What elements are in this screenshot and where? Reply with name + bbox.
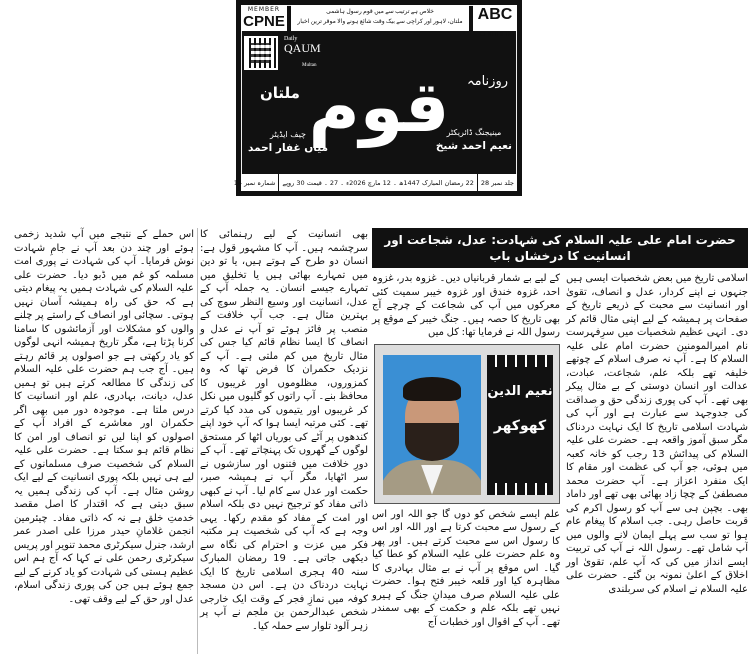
column-1-text: اسلامی تاریخ میں بعض شخصیات ایسی ہیں جنہوں نے اپنے کردار، عدل و انصاف، تقویٰ اور انسانیت سے محبت کے ذریعے تاریخ کے صفحات پر ہمیشہ کے لیے اپنی مثال قائم کر دی۔ انہی عظیم شخصیات میں سرِفہرست نام امیرالمومنین حضرت امام علی علیہ السلام کا ہے۔ آپ نہ صرف اسلام کے چوتھے خلیفہ تھے بلکہ علم، شجاعت، عبادت، عدالت اور انسان دوستی کے بے مثال پیکر بھی تھے۔ آپ کی پوری زندگی حق و صداقت کی جدوجہد سے عبارت ہے اور آپ کی شہادت اسلامی تاریخ کا ایک نہایت دردناک مگر سبق آموز واقعہ ہے۔ حضرت علی علیہ السلام کی پیدائش 13 رجب کو خانہ کعبہ میں ہوئی، جو آپ کی عظمت اور مقام کا ایک منفرد اعزاز ہے۔ آپ حضرت محمد مصطفیٰ کے چچا زاد بھائی بھی تھے اور داماد بھی۔ بچپن ہی سے آپ کو رسول اکرم کی قربت حاصل رہی۔ جب اسلام کا پیغام عام ہوا تو سب سے پہلے ایمان لانے والوں میں آپ شامل تھے۔ رسول اللہ نے آپ کی تربیت ایسے انداز میں کی کہ آپ علم، تقویٰ اور اخلاق کے اعلیٰ نمونہ بن گئے۔ حضرت علی علیہ السلام نے اسلام کی سربلندی: [566, 273, 748, 595]
tagline-line-1: خلاص ہے ترتیب سے میں قوم رسول ہاشمی: [326, 8, 434, 15]
chief-editor-role: چیف ایڈیٹر: [270, 130, 306, 139]
roznama-label: روزنامہ: [467, 74, 508, 89]
column-divider: [197, 228, 198, 654]
qaum-label: QAUM: [284, 41, 321, 55]
author-name-panel: [487, 355, 553, 495]
issue-number: شمارہ نمبر 14: [233, 178, 276, 187]
decorative-bars: [487, 483, 553, 495]
member-label: MEMBER: [247, 6, 281, 13]
cpne-badge: [241, 5, 287, 31]
column-3-text: بھی انسانیت کے لیے رہنمائی کا سرچشمہ ہیں۔ آپ کا مشہور قول ہے: انسان دو طرح کے ہوتے ہیں، یا تو دین میں تمہارے بھائی ہیں یا تخلیق میں تمہارے جیسے انسان۔ یہ جملہ آپ کے عدل، انسانیت اور وسیع النظر سوچ کی بہترین مثال ہے۔ جب آپ خلافت کے منصب پر فائز ہوئے تو آپ نے عدل و انصاف کا ایسا نظام قائم کیا جس کی مثال تاریخ میں کم ملتی ہے۔ آپ کے نزدیک حکمران کا فرض تھا کہ وہ کمزوروں، مظلوموں اور غریبوں کا محافظ بنے۔ آپ راتوں کو گلیوں میں نکل کر غریبوں اور یتیموں کی مدد کیا کرتے تھے۔ کئی مرتبہ ایسا ہوا کہ آپ خود اپنے کندھوں پر آٹے کی بوریاں اٹھا کر مستحق لوگوں کے گھروں تک پہنچاتے تھے۔ آپ کے دورِ خلافت میں فتنوں اور سازشوں نے سر اٹھایا، مگر آپ نے ہمیشہ صبر، حکمت اور عدل سے کام لیا۔ آپ نے کبھی ذاتی مفاد کو ترجیح نہیں دی بلکہ اسلام اور امت کے مفاد کو مقدم رکھا۔ یہی وجہ ہے کہ آپ کی شخصیت ہر مکتبہ فکر میں عزت و احترام کی نگاہ سے دیکھی جاتی ہے۔ 19 رمضان المبارک سنہ 40 ہجری اسلامی تاریخ کا ایک نہایت دردناک دن ہے۔ اس دن مسجد کوفہ میں نمازِ فجر کے وقت ایک خارجی شخص عبدالرحمن بن ملجم نے آپ پر زہر آلود تلوار سے حملہ کیا۔: [200, 229, 368, 632]
multan-en-label: Multan: [302, 63, 317, 68]
cpne-label: CPNE: [243, 13, 285, 30]
column-2-top-text: کے لیے بے شمار قربانیاں دیں۔ غزوہ بدر، غزوہ احد، غزوہ خندق اور غزوہ خیبر سمیت کئی معرکوں میں آپ کی شجاعت کے چرچے آج بھی تاریخ کا حصہ ہیں۔ جنگ خیبر کے موقع پر رسول اللہ نے فرمایا تھا: کل میں: [372, 273, 560, 338]
daily-label: Daily: [284, 36, 298, 42]
md-role: مینیجنگ ڈائریکٹر: [446, 128, 502, 137]
newspaper-logo: قوم: [308, 66, 450, 148]
abc-label: ABC: [477, 6, 513, 23]
city-label: ملتان: [260, 84, 300, 102]
author-box: [374, 344, 560, 504]
article-column-1: [566, 272, 748, 629]
decorative-bars: [487, 355, 553, 367]
tagline-line-2: ملتان، لاہور اور کراچی سے بیک وقت شائع ہونے والا موقر ترین اخبار: [297, 18, 463, 25]
abc-badge: [473, 5, 517, 38]
chief-editor-name: میاں غفار احمد: [248, 141, 328, 154]
managing-director: [436, 128, 512, 153]
article-column-2: [372, 272, 560, 629]
masthead: [233, 0, 522, 196]
chief-editor: [248, 130, 328, 155]
volume-number: جلد نمبر 28: [477, 174, 517, 191]
article-lead-area: [372, 228, 748, 629]
date-line: 22 رمضان المبارک 1447ھ ۔ 12 مارچ 2026ء ۔ 27 ۔ قیمت 30 روپے: [278, 174, 476, 191]
article-column-4: [14, 228, 194, 606]
author-last-name: کھوکھر: [493, 418, 547, 434]
article-column-3: [200, 228, 368, 633]
column-2-bottom-text: علم ایسے شخص کو دوں گا جو اللہ اور اس کے رسول سے محبت کرتا ہے اور اللہ اور اس کا رسول اس سے محبت کرتے ہیں۔ اور پھر وہ علم حضرت علی علیہ السلام کو عطا کیا گیا۔ اس موقع پر آپ نے بے مثال بہادری کا مظاہرہ کیا اور قلعہ خیبر فتح ہوا۔ حضرت علی علیہ السلام صرف میدانِ جنگ کے ہیرو نہیں تھے بلکہ علم و حکمت کے بھی سمندر تھے۔ آپ کے اقوال اور خطبات آج: [372, 508, 560, 628]
lead-columns: [372, 272, 748, 629]
author-photo: [383, 355, 481, 495]
column-4-text: اس حملے کے نتیجے میں آپ شدید زخمی ہوئے اور چند دن بعد آپ نے جامِ شہادت نوش فرمایا۔ آپ کی شہادت نے پوری امت مسلمہ کو غم میں ڈبو دیا۔ حضرت علی علیہ السلام کی شہادت ہمیں یہ پیغام دیتی ہے کہ حق کی راہ ہمیشہ آسان نہیں ہوتی۔ سچائی اور انصاف کے راستے پر چلنے والوں کو مشکلات اور آزمائشوں کا سامنا کرنا پڑتا ہے، مگر تاریخ ہمیشہ انہی لوگوں کو یاد رکھتی ہے جو اصولوں پر قائم رہتے ہیں۔ آج جب ہم حضرت علی علیہ السلام کی زندگی کا مطالعہ کرتے ہیں تو ہمیں عدل، دیانت، بہادری، علم اور انسانیت کا درس ملتا ہے۔ موجودہ دور میں بھی اگر حکمران اور معاشرے کے افراد آپ کے اصولوں کو اپنا لیں تو انصاف اور امن کا نظام قائم ہو سکتا ہے۔ حضرت علی علیہ السلام کی شخصیت صرف مسلمانوں کے لیے ہی نہیں بلکہ پوری انسانیت کے لیے ایک روشن مثال ہے۔ آپ کی زندگی ہمیں یہ سبق دیتی ہے کہ اقتدار کا اصل مقصد خدمتِ خلق ہے نہ کہ ذاتی مفاد۔ چیئرمین انجمن غلامانِ حیدر مرزا علی اصدر عمر ارشد، جنرل سیکرٹری محمد تنویر اور پریس سیکرٹری رحمن علی نے کہا کہ آج ہم اس عظیم ہستی کی شہادت کو یاد کرنے کے لیے جمع ہوئے ہیں جن کی پوری زندگی اسلام، عدل اور حق کے لیے وقف تھی۔: [14, 229, 194, 605]
author-first-name: نعیم الدین: [487, 383, 553, 399]
md-name: نعیم احمد شیخ: [435, 139, 512, 152]
issue-info-bar: [233, 174, 517, 191]
article-headline: حضرت امام علی علیہ السلام کی شہادت: عدل، شجاعت اور انسانیت کا درخشاں باب: [372, 228, 748, 268]
qr-code-icon: [246, 38, 276, 68]
tagline: [291, 5, 469, 31]
abc-certified: CERTIFIED: [479, 32, 511, 38]
